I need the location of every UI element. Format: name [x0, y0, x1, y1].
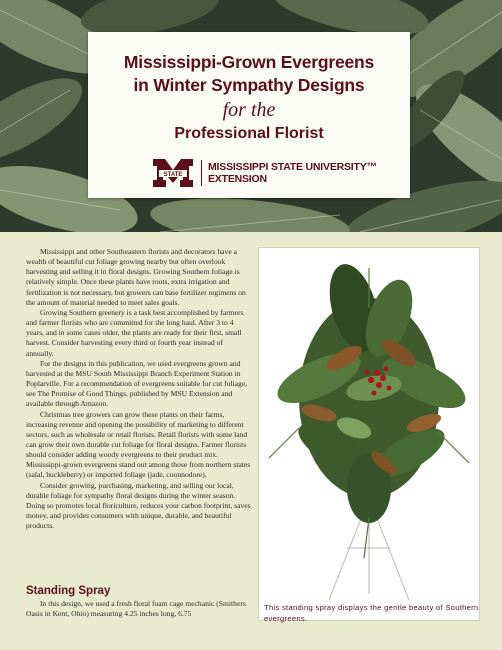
- title-box: [88, 32, 410, 198]
- paragraph-1: Mississippi and other Southeastern florists and decorators have a wealth of beautiful cut foliage growing nearby but often overlook harvesting and selling it in floral designs. Growing Southern foliage is relatively simple. Once these plants have roots, extra irrigation and fertilization is not necessary, but growers can base fertilizer regimens on the amount of material needed to meet sales goals.: [26, 247, 246, 307]
- logo-divider: [201, 160, 202, 186]
- standing-spray-photo: [258, 247, 480, 621]
- photo-caption: This standing spray displays the gentle beauty of Southern evergreens.: [264, 603, 479, 623]
- header-leaf-background: [0, 0, 502, 232]
- paragraph-6: In this design, we used a fresh floral foam cage mechanic (Smithers Oasis in Kent, Ohio) measuring 4.25 inches long, 6.75: [26, 599, 246, 619]
- paragraph-3: For the designs in this publication, we used evergreens grown and harvested at the MSU South Mississippi Branch Experiment Station in Poplarville. For a recommendation of evergreens suitable for cut foliage, see The Promise of Good Things, published by MSU Extension and available through Amazon.: [26, 358, 248, 409]
- paragraph-4: Christmas tree growers can grow these plants on their farms, increasing revenue and opening the possibility of marketing to different sectors, such as wholesale or retail florists. Retail florists with some land can grow their own durable cut foliage for floral designs. Farmer florists should consider adding woody evergreens to their product mix. Mississippi-grown evergreens stand out among those from northern states (salal, huckleberry) or imported foliage (jade, coonnodore).: [26, 409, 251, 480]
- logo-extension-name: EXTENSION: [208, 173, 267, 185]
- title-line-1: Mississippi-Grown Evergreens: [123, 52, 375, 72]
- paragraph-5: Consider growing, purchasing, marketing, and selling our local, durable foliage for sympathy floral designs during the winter season. Doing so promotes local floriculture, reduces your carbon footprint, saves money, and provides consumers with unique, durable, and beautiful products.: [26, 480, 251, 531]
- standing-spray-paragraph: [26, 599, 252, 619]
- evergreen-spray-illustration: [259, 248, 479, 620]
- logo-mark-text: STATE: [163, 172, 183, 178]
- msu-extension-logo: [152, 158, 377, 192]
- section-heading: Standing Spray: [26, 585, 111, 597]
- title-line-2: in Winter Sympathy Designs: [133, 75, 365, 95]
- logo-university-name: MISSISSIPPI STATE UNIVERSITY™: [208, 161, 377, 173]
- title-line-4: Professional Florist: [174, 125, 324, 142]
- msu-m-logo-icon: [152, 158, 194, 188]
- body-text-column: [26, 247, 252, 531]
- paragraph-2: Growing Southern greenery is a task best accomplished by farmers and farmer florists who are committed for the long haul. After 3 to 4 years, and in some cases older, the plants are ready for their first, small harvest. Consider harvesting every third or fourth year instead of annually.: [26, 307, 244, 358]
- title-line-3: for the: [222, 99, 276, 121]
